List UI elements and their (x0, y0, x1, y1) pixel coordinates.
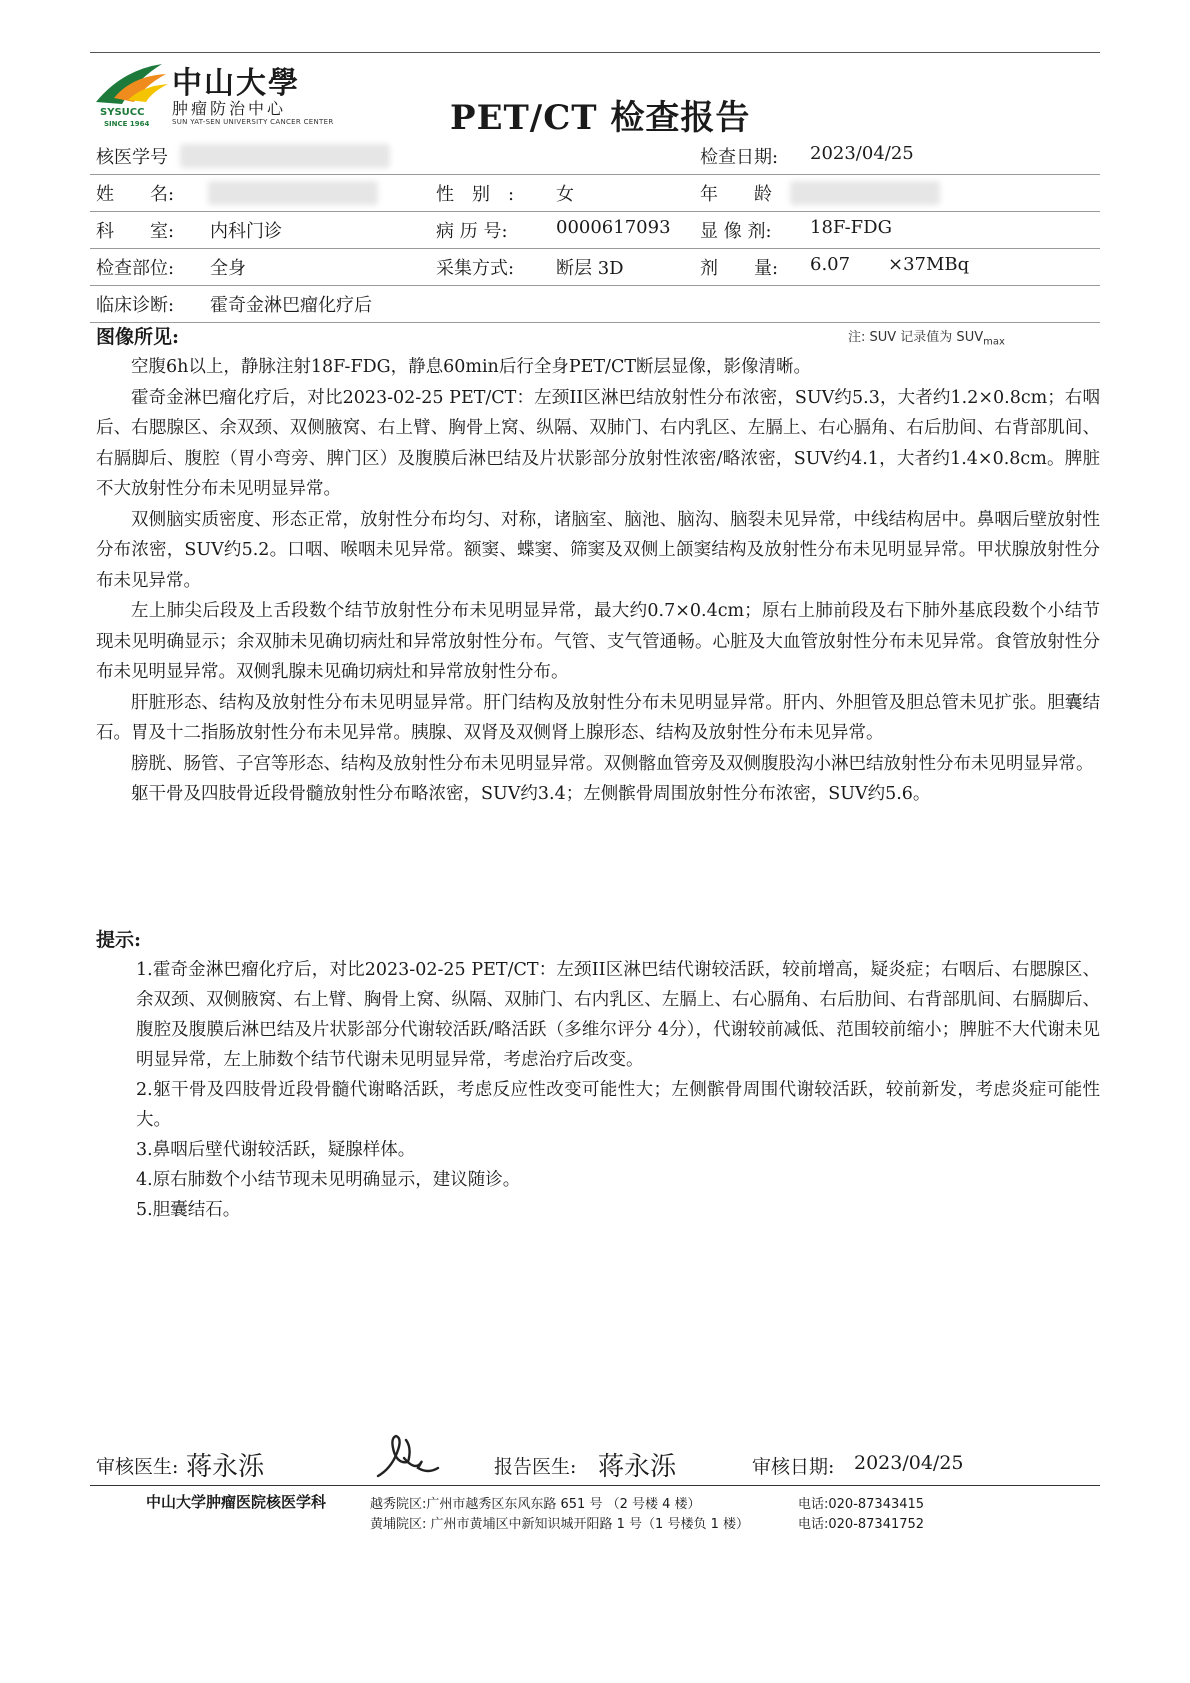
logo-title: 中山大學 (172, 66, 300, 101)
info-row-5 (90, 286, 1100, 323)
review-date-label: 审核日期: (752, 1456, 835, 1478)
dose-unit: ×37MBq (888, 254, 970, 275)
findings-paragraph: 空腹6h以上，静脉注射18F-FDG，静息60min后行全身PET/CT断层显像，影像清晰。 (131, 357, 812, 377)
footer-address-2: 黄埔院区: 广州市黄埔区中新知识城开阳路 1 号（1 号楼负 1 楼） (370, 1517, 749, 1532)
dose-value: 6.07 (810, 254, 851, 275)
suv-note (848, 326, 1005, 348)
exam-date-value: 2023/04/25 (810, 143, 914, 164)
footer-rule (90, 1485, 1100, 1486)
impression-item: 1.霍奇金淋巴瘤化疗后，对比2023-02-25 PET/CT：左颈II区淋巴结代谢较活跃，较前增高，疑炎症；右咽后、右腮腺区、余双颈、双侧腋窝、右上臂、胸骨上窝、纵隔、双肺门、右内乳区、左膈上、右心膈角、右后肋间、右背部肌间、右膈脚后、腹腔及腹膜后淋巴结及片状影部分代谢较活跃/略活跃（多维尔评分 4分），代谢较前减低、范围较前缩小；脾脏不大代谢未见明显异常，左上肺数个结节代谢未见明显异常，考虑治疗后改变。 (136, 960, 1100, 1070)
diag-label: 临床诊断: (96, 295, 175, 316)
tracer-label: 显 像 剂: (700, 221, 772, 242)
logo-since: SINCE 1964 (104, 120, 150, 128)
impression-item: 5.胆囊结石。 (136, 1200, 241, 1220)
impression-heading: 提示: (96, 929, 142, 951)
findings-paragraph: 肝脏形态、结构及放射性分布未见明显异常。肝门结构及放射性分布未见明显异常。肝内、外胆管及胆总管未见扩张。胆囊结石。胃及十二指肠放射性分布未见异常。胰腺、双肾及双侧肾上腺形态、结构及放射性分布未见异常。 (96, 692, 1100, 743)
info-row-2 (90, 175, 1100, 212)
site-label: 检查部位: (96, 258, 175, 279)
top-rule (90, 52, 1100, 53)
sex-label: 性 别 : (436, 184, 515, 205)
info-row-4 (90, 249, 1100, 286)
report-title: PET/CT 检查报告 (450, 98, 751, 138)
findings-paragraph: 双侧脑实质密度、形态正常，放射性分布均匀、对称，诸脑室、脑池、脑沟、脑裂未见异常，中线结构居中。鼻咽后壁放射性分布浓密，SUV约5.2。口咽、喉咽未见异常。额窦、蝶窦、筛窦及双侧上颌窦结构及放射性分布未见明显异常。甲状腺放射性分布未见异常。 (96, 509, 1100, 591)
acq-value: 断层 3D (556, 258, 624, 279)
impression-body (96, 955, 1100, 1225)
footer-tel-2: 电话:020-87341752 (798, 1517, 925, 1532)
patient-info-block (90, 138, 1100, 323)
suv-note-sub: max (983, 336, 1005, 348)
suv-note-main: 注: SUV 记录值为 SUV (848, 330, 984, 345)
footer-dept: 中山大学肿瘤医院核医学科 (146, 1493, 327, 1511)
footer-address-1: 越秀院区:广州市越秀区东风东路 651 号 （2 号楼 4 楼） (370, 1497, 701, 1512)
site-value: 全身 (210, 258, 246, 279)
sysucc-logo-icon (92, 60, 172, 110)
age-label: 年 龄 (700, 184, 772, 205)
impression-item: 3.鼻咽后壁代谢较活跃，疑腺样体。 (136, 1140, 416, 1160)
dept-label: 科 室: (96, 221, 175, 242)
findings-paragraph: 左上肺尖后段及上舌段数个结节放射性分布未见明显异常，最大约0.7×0.4cm；原右上肺前段及右下肺外基底段数个小结节现未见明确显示；余双肺未见确切病灶和异常放射性分布。气管、支气管通畅。心脏及大血管放射性分布未见异常。食管放射性分布未见明显异常。双侧乳腺未见确切病灶和异常放射性分布。 (96, 601, 1100, 682)
record-value: 0000617093 (556, 217, 671, 238)
reporter-label: 报告医生: (494, 1456, 577, 1478)
findings-body (96, 352, 1100, 810)
logo-abbr: SYSUCC (100, 107, 145, 118)
nuclear-id-label: 核医学号 (96, 147, 168, 168)
diag-value: 霍奇金淋巴瘤化疗后 (210, 295, 372, 316)
footer-tel-1: 电话:020-87343415 (798, 1497, 925, 1512)
reviewer-name: 蒋永泺 (186, 1452, 265, 1482)
info-row-3 (90, 212, 1100, 249)
handwritten-signature-icon (368, 1428, 448, 1484)
findings-heading: 图像所见: (96, 326, 180, 348)
impression-item: 4.原右肺数个小结节现未见明确显示，建议随诊。 (136, 1170, 521, 1190)
findings-paragraph: 躯干骨及四肢骨近段骨髓放射性分布略浓密，SUV约3.4；左侧髌骨周围放射性分布浓密，SUV约5.6。 (131, 784, 931, 804)
logo-subtitle: 肿瘤防治中心 (172, 99, 287, 118)
acq-label: 采集方式: (436, 258, 515, 279)
findings-paragraph: 膀胱、肠管、子宫等形态、结构及放射性分布未见明显异常。双侧髂血管旁及双侧腹股沟小淋巴结放射性分布未见明显异常。 (131, 753, 1094, 774)
redacted-age (790, 181, 940, 205)
sex-value: 女 (556, 184, 574, 205)
exam-date-label: 检查日期: (700, 147, 779, 168)
review-date-value: 2023/04/25 (854, 1452, 964, 1474)
redacted-nuclear-id (180, 144, 390, 168)
reporter-name: 蒋永泺 (598, 1452, 677, 1482)
redacted-name (208, 181, 378, 205)
reviewer-label: 审核医生: (96, 1456, 179, 1478)
tracer-value: 18F-FDG (810, 217, 892, 238)
dose-label: 剂 量: (700, 258, 779, 279)
name-label: 姓 名: (96, 184, 175, 205)
info-row-1 (90, 138, 1100, 175)
logo-english: SUN YAT-SEN UNIVERSITY CANCER CENTER (172, 118, 334, 126)
impression-item: 2.躯干骨及四肢骨近段骨髓代谢略活跃，考虑反应性改变可能性大；左侧髌骨周围代谢较活跃，较前新发，考虑炎症可能性大。 (136, 1080, 1100, 1130)
record-label: 病 历 号: (436, 221, 508, 242)
dept-value: 内科门诊 (210, 221, 282, 242)
findings-paragraph: 霍奇金淋巴瘤化疗后，对比2023-02-25 PET/CT：左颈II区淋巴结放射性分布浓密，SUV约5.3，大者约1.2×0.8cm；右咽后、右腮腺区、余双颈、双侧腋窝、右上臂、胸骨上窝、纵隔、双肺门、右内乳区、左膈上、右心膈角、右后肋间、右背部肌间、右膈脚后、腹腔（胃小弯旁、脾门区）及腹膜后淋巴结及片状影部分放射性浓密/略浓密，SUV约4.1，大者约1.4×0.8cm。脾脏不大放射性分布未见明显异常。 (96, 387, 1100, 499)
